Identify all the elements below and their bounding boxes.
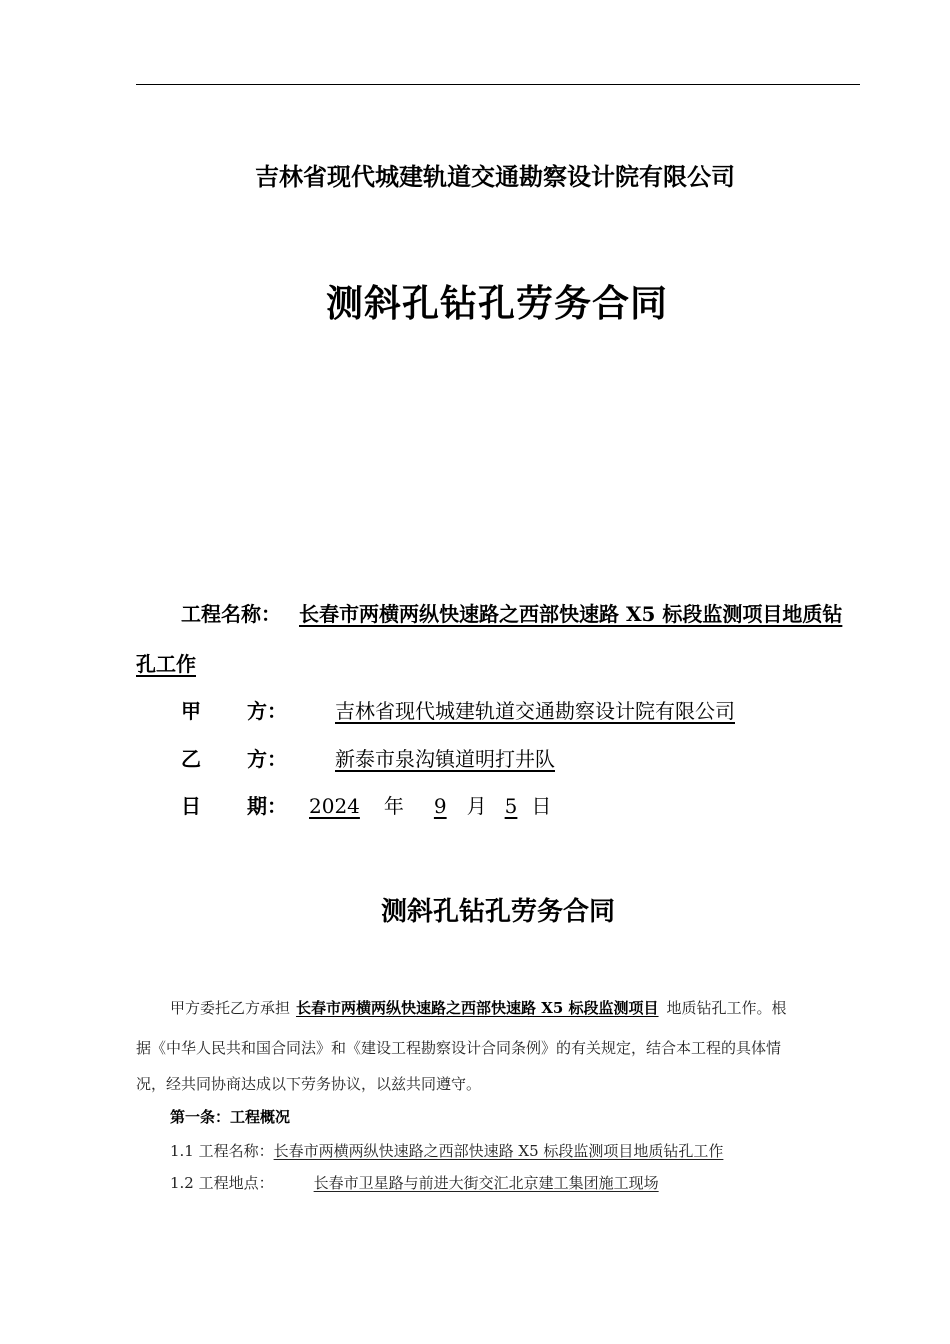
party-a-row [181, 695, 201, 724]
party-b-row [181, 743, 201, 772]
date-row [181, 790, 201, 819]
date-label-2: 期： [247, 794, 287, 818]
project-name-label: 工程名称： [181, 602, 281, 626]
date-day: 5 [504, 794, 518, 818]
item-1-2-label: 1.2 工程地点： [170, 1174, 274, 1192]
intro-project: 长春市两横两纵快速路之西部快速路 X5 标段监测项目 [296, 999, 659, 1017]
date-month: 9 [433, 794, 447, 818]
date-year: 2024 [309, 794, 360, 818]
intro-line-2: 据《中华人民共和国合同法》和《建设工程勘察设计合同条例》的有关规定，结合本工程的具体情 [136, 1039, 782, 1057]
item-1-1-label: 1.1 工程名称： [170, 1142, 274, 1160]
date-day-unit: 日 [531, 794, 552, 818]
party-b-label-2: 方： [247, 747, 287, 771]
contract-subtitle: 测斜孔钻孔劳务合同 [380, 897, 615, 927]
intro-line-3: 况，经共同协商达成以下劳务协议，以兹共同遵守。 [136, 1075, 482, 1093]
project-name-value-line1: 长春市两横两纵快速路之西部快速路 X5 标段监测项目地质钻 [299, 602, 843, 626]
date-month-unit: 月 [466, 794, 487, 818]
item-1-1-value: 长春市两横两纵快速路之西部快速路 X5 标段监测项目地质钻孔工作 [273, 1142, 724, 1160]
party-a-label-2: 方： [247, 699, 287, 723]
date-label-1: 日 [181, 794, 201, 818]
party-a-label-1: 甲 [181, 699, 201, 723]
intro-suffix: 地质钻孔工作。根 [666, 999, 787, 1017]
article-1-title: 第一条：工程概况 [170, 1108, 291, 1126]
item-1-2-value: 长春市卫星路与前进大街交汇北京建工集团施工现场 [313, 1174, 659, 1192]
project-name-value-line2: 孔工作 [136, 652, 196, 676]
date-year-unit: 年 [383, 794, 404, 818]
contract-title: 测斜孔钻孔劳务合同 [326, 281, 668, 325]
intro-line-1 [170, 997, 787, 1018]
party-a-value: 吉林省现代城建轨道交通勘察设计院有限公司 [335, 699, 735, 723]
item-1-1 [170, 1140, 723, 1161]
item-1-2 [170, 1172, 659, 1193]
company-heading: 吉林省现代城建轨道交通勘察设计院有限公司 [255, 162, 735, 191]
header-rule [136, 84, 860, 85]
party-a-field [247, 695, 735, 724]
party-b-field [247, 743, 555, 772]
date-field [247, 790, 551, 819]
intro-prefix: 甲方委托乙方承担 [170, 999, 291, 1017]
party-b-value: 新泰市泉沟镇道明打井队 [335, 747, 555, 771]
project-name-row [181, 598, 842, 627]
party-b-label-1: 乙 [181, 747, 201, 771]
